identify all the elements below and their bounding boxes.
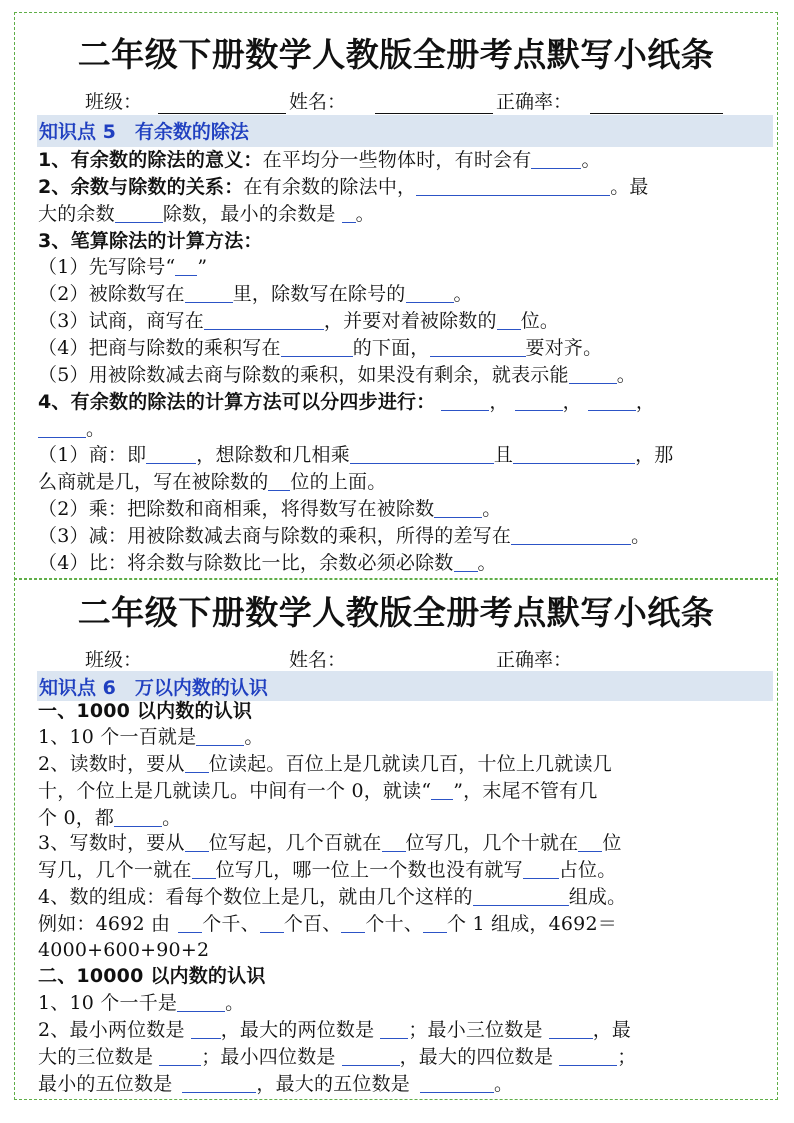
text-line: 例如：4692 由 个千、 个百、 个十、 个 1 组成，4692＝ (38, 913, 617, 935)
text-line: 3、笔算除法的计算方法： (38, 230, 263, 252)
answer-blank[interactable] (196, 727, 244, 746)
answer-blank[interactable] (342, 204, 356, 223)
section-heading: 知识点 5 有余数的除法 (39, 121, 249, 143)
text-line: 十，个位上是几就读几。中间有一个 0，就读“ ”，末尾不管有几 (38, 780, 598, 802)
text-line: （4）把商与除数的乘积写在 的下面， 要对齐。 (38, 337, 603, 359)
text-line: 1、有余数的除法的意义：在平均分一些物体时，有时会有 。 (38, 149, 601, 171)
name-label: 姓名： (289, 91, 347, 113)
sheet-title: 二年级下册数学人教版全册考点默写小纸条 (77, 593, 715, 632)
text-line: 2、最小两位数是 ，最大的两位数是 ；最小三位数是 ，最 (38, 1019, 632, 1041)
answer-blank[interactable] (38, 419, 86, 438)
text-line: 大的余数 除数，最小的余数是 。 (38, 203, 375, 225)
answer-blank[interactable] (569, 365, 617, 384)
answer-blank[interactable] (441, 392, 489, 411)
answer-blank[interactable] (559, 1047, 617, 1066)
text-line: （5）用被除数减去商与除数的乘积，如果没有剩余，就表示能 。 (38, 364, 636, 386)
text-line: 个 0，都 。 (38, 807, 182, 829)
text-line: （3）试商，商写在 ，并要对着被除数的 位。 (38, 310, 560, 332)
answer-blank[interactable] (175, 257, 197, 276)
answer-blank[interactable] (423, 914, 447, 933)
text-line: 最小的五位数是 ，最大的五位数是 。 (38, 1073, 514, 1095)
answer-blank[interactable] (177, 993, 225, 1012)
class-label: 班级： (85, 91, 143, 113)
answer-blank[interactable] (531, 150, 581, 169)
text-line: 1、10 个一百就是 。 (38, 726, 264, 748)
subsection-title: 一、1000 以内数的认识 (38, 700, 253, 722)
answer-blank[interactable] (185, 754, 209, 773)
text-line: 3、写数时，要从 位写起，几个百就在 位写几，几个十就在 位 (38, 832, 622, 854)
accuracy-label: 正确率： (496, 91, 573, 113)
sheet-title: 二年级下册数学人教版全册考点默写小纸条 (77, 35, 715, 74)
answer-blank[interactable] (114, 808, 162, 827)
answer-blank[interactable] (513, 445, 635, 464)
text-line: （1）商：即 ，想除数和几相乘 且 ，那 (38, 444, 674, 466)
answer-blank[interactable] (182, 1074, 256, 1093)
text-line: 4、有余数的除法的计算方法可以分四步进行： ， ， ， (38, 391, 656, 413)
answer-blank[interactable] (192, 860, 216, 879)
answer-blank[interactable] (191, 1020, 221, 1039)
class-label: 班级： (85, 649, 143, 671)
answer-blank[interactable] (341, 914, 365, 933)
answer-blank[interactable] (588, 392, 636, 411)
section-heading: 知识点 6 万以内数的认识 (39, 677, 268, 699)
text-line: 4、数的组成：看每个数位上是几，就由几个这样的 组成。 (38, 886, 627, 908)
answer-blank[interactable] (454, 553, 478, 572)
answer-blank[interactable] (511, 526, 631, 545)
text-line: 4000+600+90+2 (38, 939, 210, 961)
answer-blank[interactable] (268, 472, 290, 491)
answer-blank[interactable] (515, 392, 563, 411)
text-line: （2）乘：把除数和商相乘，将得数写在被除数 。 (38, 498, 502, 520)
answer-blank[interactable] (434, 499, 482, 518)
text-line: 2、读数时，要从 位读起。百位上是几就读几百，十位上几就读几 (38, 753, 612, 775)
subsection-title: 二、10000 以内数的认识 (38, 965, 266, 987)
answer-blank[interactable] (578, 833, 602, 852)
answer-blank[interactable] (146, 445, 196, 464)
name-label: 姓名： (289, 649, 347, 671)
answer-blank[interactable] (260, 914, 284, 933)
accuracy-label: 正确率： (496, 649, 573, 671)
answer-blank[interactable] (430, 338, 526, 357)
answer-blank[interactable] (185, 284, 233, 303)
answer-blank[interactable] (497, 311, 521, 330)
text-line: 2、余数与除数的关系：在有余数的除法中， 。最 (38, 176, 649, 198)
answer-blank[interactable] (185, 833, 209, 852)
answer-blank[interactable] (420, 1074, 494, 1093)
section-heading-band (37, 115, 773, 147)
text-line: 。 (38, 416, 105, 442)
answer-blank[interactable] (523, 860, 559, 879)
answer-blank[interactable] (115, 204, 163, 223)
name-field[interactable] (375, 113, 493, 114)
answer-blank[interactable] (178, 914, 202, 933)
text-line: （3）减：用被除数减去商与除数的乘积，所得的差写在 。 (38, 525, 651, 547)
answer-blank[interactable] (406, 284, 454, 303)
text-line: （4）比：将余数与除数比一比，余数必须必除数 。 (38, 552, 497, 574)
answer-blank[interactable] (350, 445, 494, 464)
answer-blank[interactable] (549, 1020, 593, 1039)
section-heading-band (37, 671, 773, 701)
text-line: 么商就是几，写在被除数的 位的上面。 (38, 471, 387, 493)
text-line: （1）先写除号“ ” (38, 256, 208, 278)
class-field[interactable] (158, 113, 286, 114)
accuracy-field[interactable] (590, 113, 723, 114)
answer-blank[interactable] (431, 781, 453, 800)
text-line: 1、10 个一千是 。 (38, 992, 245, 1014)
answer-blank[interactable] (473, 887, 569, 906)
text-line: 大的三位数是 ；最小四位数是 ，最大的四位数是 ； (38, 1046, 637, 1068)
answer-blank[interactable] (281, 338, 353, 357)
answer-blank[interactable] (380, 1020, 408, 1039)
answer-blank[interactable] (416, 177, 610, 196)
answer-blank[interactable] (204, 311, 324, 330)
answer-blank[interactable] (159, 1047, 201, 1066)
text-line: 写几，几个一就在 位写几，哪一位上一个数也没有就写 占位。 (38, 859, 617, 881)
answer-blank[interactable] (342, 1047, 400, 1066)
text-line: （2）被除数写在 里，除数写在除号的 。 (38, 283, 473, 305)
answer-blank[interactable] (382, 833, 406, 852)
